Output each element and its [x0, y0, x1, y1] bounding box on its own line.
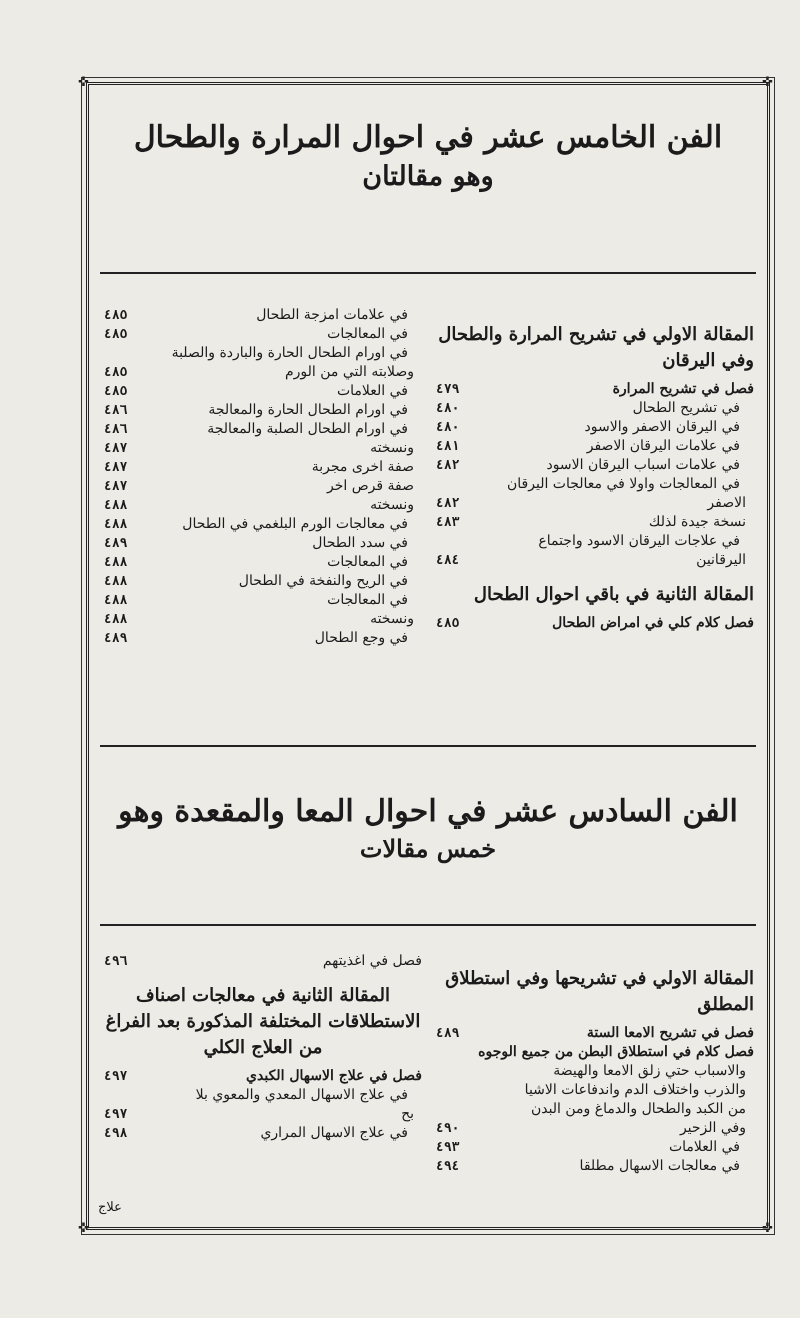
- toc-entry: [436, 551, 754, 570]
- toc-entry-page: ٤٨٥: [104, 365, 128, 380]
- toc-entry-text: من الكبد والطحال والدماغ ومن البدن: [530, 1101, 746, 1117]
- toc-entry-page: ٤٨٨: [104, 517, 128, 532]
- ornament-icon: ✜: [762, 1221, 773, 1236]
- section-15-subtitle: وهو مقالتان: [362, 160, 494, 192]
- toc-entry-page: ٤٨٠: [436, 420, 460, 435]
- toc-entry: [436, 1138, 754, 1157]
- section-16-subtitle: خمس مقالات: [359, 833, 497, 863]
- toc-entry-page: ٤٨٥: [104, 308, 128, 323]
- toc-entry-text: ونسخته: [370, 497, 414, 513]
- section-16-title: الفن السادس عشر في احوال المعا والمقعدة وهو: [118, 794, 738, 829]
- toc-entry: [104, 306, 422, 325]
- toc-entry: [104, 382, 422, 401]
- toc-entry: [436, 418, 754, 437]
- toc-entry-page: ٤٨٥: [104, 327, 128, 342]
- toc-entry: [436, 494, 754, 513]
- toc-entry: [436, 1062, 754, 1081]
- toc-entry-text: فصل في تشريح الامعا الستة: [586, 1025, 754, 1041]
- toc-entry-text: في العلامات: [668, 1139, 740, 1155]
- toc-entry-page: ٤٩٦: [104, 954, 128, 969]
- toc-entry-page: ٤٨١: [436, 439, 460, 454]
- toc-entry-text: والاسباب حتي زلق الامعا والهيضة: [553, 1063, 746, 1079]
- toc-entry: [104, 344, 422, 363]
- toc-entry: [104, 534, 422, 553]
- section-divider: [100, 924, 756, 926]
- toc-entry-page: ٤٩٨: [104, 1126, 128, 1141]
- toc-entry: [436, 1100, 754, 1119]
- section-15-right-column: [436, 318, 754, 633]
- toc-entry: [436, 1081, 754, 1100]
- toc-entry-page: ٤٩٧: [104, 1107, 128, 1122]
- toc-entry-text: فصل كلام في استطلاق البطن من جميع الوجوه: [478, 1044, 754, 1060]
- toc-entry: [436, 1043, 754, 1062]
- toc-entry-text: في معالجات الورم البلغمي في الطحال: [182, 516, 408, 532]
- toc-entry-text: في علاج الاسهال المعدي والمعوي بلا: [195, 1087, 408, 1103]
- toc-entry: [104, 477, 422, 496]
- toc-entry-page: ٤٨٦: [104, 403, 128, 418]
- toc-entry-page: ٤٨٩: [436, 1026, 460, 1041]
- section-16-heading: [100, 792, 756, 865]
- toc-entry-text: في اورام الطحال الحارة والباردة والصلبة: [171, 345, 408, 361]
- toc-entry-text: في المعالجات: [327, 554, 408, 570]
- toc-entry-text: ونسخته: [370, 440, 414, 456]
- toc-entry: [104, 439, 422, 458]
- toc-entry-page: ٤٨٦: [104, 422, 128, 437]
- toc-entry-text: في سدد الطحال: [312, 535, 408, 551]
- toc-entry: [436, 380, 754, 399]
- toc-entry: [104, 515, 422, 534]
- toc-entry-page: ٤٩٠: [436, 1121, 460, 1136]
- toc-entry: [436, 614, 754, 633]
- toc-entry-page: ٤٨٢: [436, 458, 460, 473]
- section-16-right-column: [436, 962, 754, 1176]
- toc-entry: [104, 1124, 422, 1143]
- toc-entry: [104, 401, 422, 420]
- toc-entry-page: ٤٨٥: [436, 616, 460, 631]
- toc-entry-text: في وجع الطحال: [314, 630, 408, 646]
- section-divider: [100, 745, 756, 747]
- toc-entry-page: ٤٧٩: [436, 382, 460, 397]
- toc-entry-page: ٤٨٧: [104, 460, 128, 475]
- toc-entry: [436, 437, 754, 456]
- toc-entry-text: في علامات اسباب اليرقان الاسود: [546, 457, 740, 473]
- toc-entry-text: اليرقانين: [696, 552, 746, 568]
- toc-entry-text: نسخة جيدة لذلك: [648, 514, 746, 530]
- toc-entry: [104, 1105, 422, 1124]
- toc-entry: [436, 399, 754, 418]
- toc-entry-text: وفي الزحير: [679, 1120, 746, 1136]
- toc-entry: [436, 1119, 754, 1138]
- toc-entry-text: في اورام الطحال الصلبة والمعالجة: [207, 421, 408, 437]
- toc-entry: [436, 1024, 754, 1043]
- toc-entry: [104, 325, 422, 344]
- toc-entry: [104, 553, 422, 572]
- toc-entry-page: ٤٨٣: [436, 515, 460, 530]
- toc-entry-text: الاصفر: [707, 495, 746, 511]
- ornament-icon: ✜: [78, 75, 89, 90]
- maqala-heading: المقالة الاولي في تشريح المرارة والطحال وفي اليرقان: [438, 324, 754, 371]
- toc-entry-text: صفة اخرى مجربة: [311, 459, 414, 475]
- toc-entry: [104, 1067, 422, 1086]
- section-15-title: الفن الخامس عشر في احوال المرارة والطحال: [133, 120, 723, 155]
- toc-entry: [104, 591, 422, 610]
- toc-entry-text: في معالجات الاسهال مطلقا: [579, 1158, 740, 1174]
- toc-entry: [436, 475, 754, 494]
- toc-entry-page: ٤٩٣: [436, 1140, 460, 1155]
- toc-entry-page: ٤٨٨: [104, 574, 128, 589]
- toc-entry-text: في علامات امزجة الطحال: [256, 307, 408, 323]
- toc-entry: [104, 458, 422, 477]
- toc-entry-text: في المعالجات: [327, 326, 408, 342]
- toc-entry-text: في العلامات: [336, 383, 408, 399]
- section-16-left-column: [104, 952, 422, 1143]
- toc-entry-text: في علامات اليرقان الاصفر: [586, 438, 740, 454]
- toc-entry: [436, 456, 754, 475]
- toc-entry-text: فصل في علاج الاسهال الكبدي: [246, 1068, 422, 1084]
- toc-entry-page: ٤٩٧: [104, 1069, 128, 1084]
- toc-entry: [104, 610, 422, 629]
- section-15-left-column: [104, 306, 422, 648]
- maqala-heading: المقالة الثانية في معالجات اصناف الاستطلاقات المختلفة المذكورة بعد الفراغ من العلاج الكلي: [105, 985, 421, 1058]
- toc-entry-text: في اليرقان الاصفر والاسود: [584, 419, 740, 435]
- toc-entry-page: ٤٨٢: [436, 496, 460, 511]
- ornament-icon: ✜: [78, 1221, 89, 1236]
- toc-entry-text: في علاجات اليرقان الاسود واجتماع: [538, 533, 740, 549]
- section-divider: [100, 272, 756, 274]
- toc-entry-text: فصل في اغذيتهم: [322, 953, 422, 969]
- toc-entry-page: ٤٨٨: [104, 612, 128, 627]
- toc-entry-text: ونسخته: [370, 611, 414, 627]
- toc-entry: [436, 513, 754, 532]
- toc-entry: [104, 572, 422, 591]
- toc-entry: [104, 420, 422, 439]
- toc-entry-page: ٤٨٨: [104, 498, 128, 513]
- toc-entry-page: ٤٨٠: [436, 401, 460, 416]
- toc-entry-page: ٤٨٧: [104, 441, 128, 456]
- toc-entry-text: فصل في تشريح المرارة: [612, 381, 754, 397]
- toc-entry-page: ٤٨٨: [104, 593, 128, 608]
- toc-entry: [104, 952, 422, 971]
- toc-entry-text: وصلابته التي من الورم: [284, 364, 414, 380]
- toc-entry-page: ٤٨٧: [104, 479, 128, 494]
- section-15-heading: [100, 118, 756, 195]
- toc-entry: [436, 1157, 754, 1176]
- toc-entry-text: في علاج الاسهال المراري: [260, 1125, 408, 1141]
- toc-entry: [436, 532, 754, 551]
- toc-entry-text: في الريح والنفخة في الطحال: [238, 573, 408, 589]
- toc-entry-page: ٤٨٩: [104, 536, 128, 551]
- toc-entry-text: والذرب واختلاف الدم واندفاعات الاشيا: [524, 1082, 746, 1098]
- toc-entry-text: في تشريح الطحال: [632, 400, 740, 416]
- catchword: علاج: [98, 1200, 122, 1215]
- toc-entry-text: صفة قرص اخر: [327, 478, 414, 494]
- toc-entry-text: في اورام الطحال الحارة والمعالجة: [208, 402, 408, 418]
- toc-entry-page: ٤٨٨: [104, 555, 128, 570]
- toc-entry-page: ٤٩٤: [436, 1159, 460, 1174]
- maqala-heading: المقالة الثانية في باقي احوال الطحال: [473, 584, 754, 605]
- toc-entry-page: ٤٨٤: [436, 553, 460, 568]
- toc-entry: [104, 496, 422, 515]
- toc-entry-text: بح: [401, 1106, 414, 1122]
- toc-entry-text: في المعالجات: [327, 592, 408, 608]
- maqala-heading: المقالة الاولي في تشريحها وفي استطلاق المطلق: [445, 968, 754, 1015]
- toc-entry: [104, 363, 422, 382]
- toc-entry-text: في المعالجات واولا في معالجات اليرقان: [507, 476, 740, 492]
- toc-entry-page: ٤٨٥: [104, 384, 128, 399]
- toc-entry: [104, 629, 422, 648]
- toc-entry-text: فصل كلام كلي في امراض الطحال: [552, 615, 754, 631]
- ornament-icon: ✜: [762, 75, 773, 90]
- toc-entry-page: ٤٨٩: [104, 631, 128, 646]
- toc-entry: [104, 1086, 422, 1105]
